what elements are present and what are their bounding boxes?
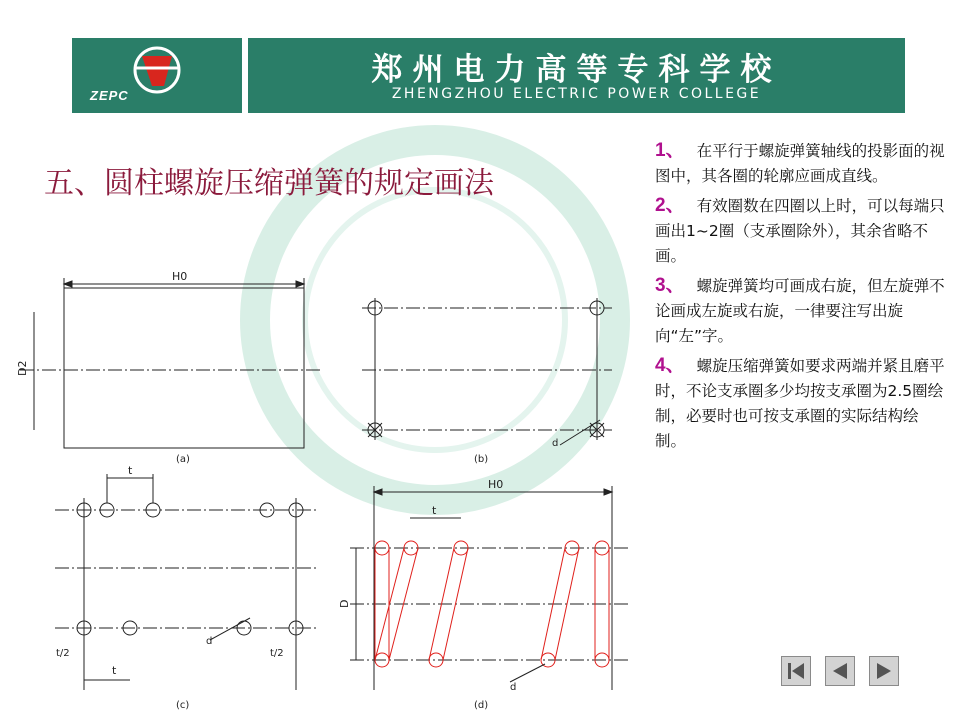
rule-number: 1、 <box>655 140 685 161</box>
page-title: 五、圆柱螺旋压缩弹簧的规定画法 <box>44 166 494 201</box>
rule-text: 在平行于螺旋弹簧轴线的投影面的视图中，其各圈的轮廓应画成直线。 <box>655 142 945 185</box>
logo-text: ZEPC <box>90 88 129 103</box>
figure-d <box>338 478 630 711</box>
figure-b <box>362 298 612 465</box>
first-slide-button[interactable] <box>781 656 811 686</box>
dim-label-t: t <box>128 464 133 477</box>
figure-caption: (d) <box>474 700 489 711</box>
prev-icon <box>829 660 851 682</box>
dim-label-t: t <box>432 504 437 517</box>
dim-label-d: d <box>510 682 517 693</box>
figure-a <box>16 270 320 465</box>
spring-outline <box>64 288 304 448</box>
rule-text: 螺旋弹簧均可画成右旋，但左旋弹不论画成左旋或右旋，一律要注写出旋向“左”字。 <box>655 277 945 345</box>
dim-label-d: d <box>552 438 559 449</box>
first-icon <box>785 660 807 682</box>
rule-number: 3、 <box>655 275 685 296</box>
rule-text: 螺旋压缩弹簧如要求两端并紧且磨平时，不论支承圈多少均按支承圈为2.5圈绘制，必要时也可按支承圈的实际结构绘制。 <box>655 357 945 450</box>
previous-slide-button[interactable] <box>825 656 855 686</box>
figure-caption: (b) <box>474 454 489 465</box>
next-slide-button[interactable] <box>869 656 899 686</box>
dim-label-d2: D2 <box>16 360 29 376</box>
dim-label-d: D <box>338 599 351 608</box>
dim-label-half-t: t/2 <box>270 648 284 659</box>
dim-label-half-t: t/2 <box>56 648 70 659</box>
rule-number: 4、 <box>655 355 685 376</box>
dim-label-h0: H0 <box>488 478 504 491</box>
rule-number: 2、 <box>655 195 685 216</box>
figure-c <box>55 464 318 711</box>
dim-label-t: t <box>112 664 117 677</box>
next-icon <box>873 660 895 682</box>
dim-label-d: d <box>206 636 213 647</box>
figure-caption: (a) <box>176 454 190 465</box>
rule-text: 有效圈数在四圈以上时，可以每端只画出1~2圈（支承圈除外），其余省略不画。 <box>655 197 945 265</box>
dim-label-h0: H0 <box>172 270 188 283</box>
slide-navigation <box>781 656 899 686</box>
college-name-en: ZHENGZHOU ELECTRIC POWER COLLEGE <box>391 86 762 102</box>
college-name-cn: 郑州电力高等专科学校 <box>371 52 782 88</box>
figure-caption: (c) <box>176 700 190 711</box>
